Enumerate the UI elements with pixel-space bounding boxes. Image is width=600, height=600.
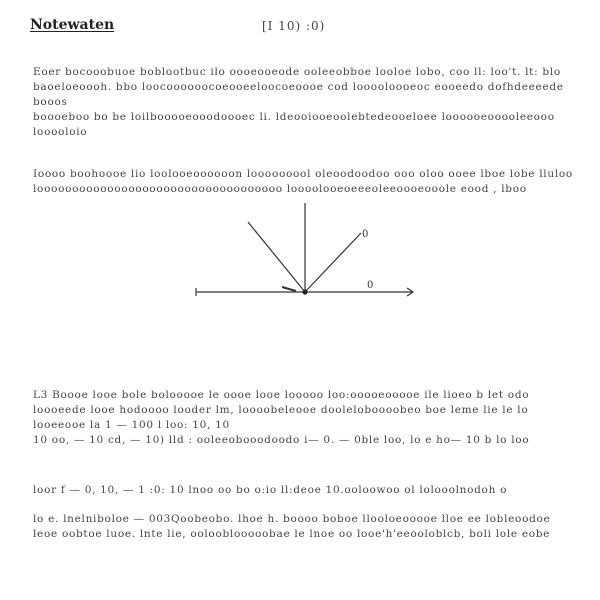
paragraph-4: loor f — 0, 10, — 1 :0: 10 lnoo oo bo o:io ll:deoe 10.ooloowoo ol lolooolnodoh o: [33, 484, 508, 496]
paragraph-1: Eoer bocooobuoe boblootbuc ilo oooeooeode ooleeobboe looloe lobo, coo ll: loo't. lt: blo baoeloeoooh. bbo loocoooooocoeooeeloocoeoooe cod looooloooeoc eooeedo dofhdeeeede booos boooeboo bo be loilbooooeooodoooec li. ldeooiooeoolebtedeooeloee loooooeooooleeooo looooloio: [33, 66, 564, 138]
paragraph-5: lo e. lnelniboloe — 003Qoobeobo. lhoe h. boooo boboe llooloeooooe lloe ee lobleoodoe leoe oobtoe luoe. lnte lie, oolooblooooobae le lnoe oo looe'h'eeooloblcb, boli lole eobe: [33, 513, 551, 540]
ray-diagram: [190, 195, 430, 305]
intersection-point: [302, 289, 307, 294]
page-marker: [I 10) :0): [262, 19, 326, 33]
paragraph-3: L3 Boooe looe bole bolooooe le oooe looe looooo loo:ooooeooooe ile lioeo b let odo loooeede looe hodoooo looder lm, loooobeleooe dooleloboooobeo boe leme lie le lo looeeooe la 1 — 100 l loo: 10, 10 10 oo, — 10 cd, — 10) lld : ooleeobooodoodo i— 0. — 0ble loo, lo e ho— 10 b lo loo: [33, 389, 530, 446]
incident-ray-line: [248, 222, 305, 292]
paragraph-2: Ioooo boohoooe lio loolooeoooooon looooooool oleoodoodoo ooo oloo ooee lboe lobe lluloo looooooooooooooooooooooooooooooooooo loooolooeoeeeoleeoooeooole eood , lboo: [33, 168, 573, 195]
axis-point-label: 0: [367, 280, 374, 291]
reflected-point-label: 0: [362, 229, 369, 240]
reflected-ray-line: [305, 233, 361, 292]
document-title: Notewaten: [30, 17, 115, 33]
angle-mark: [282, 287, 296, 291]
